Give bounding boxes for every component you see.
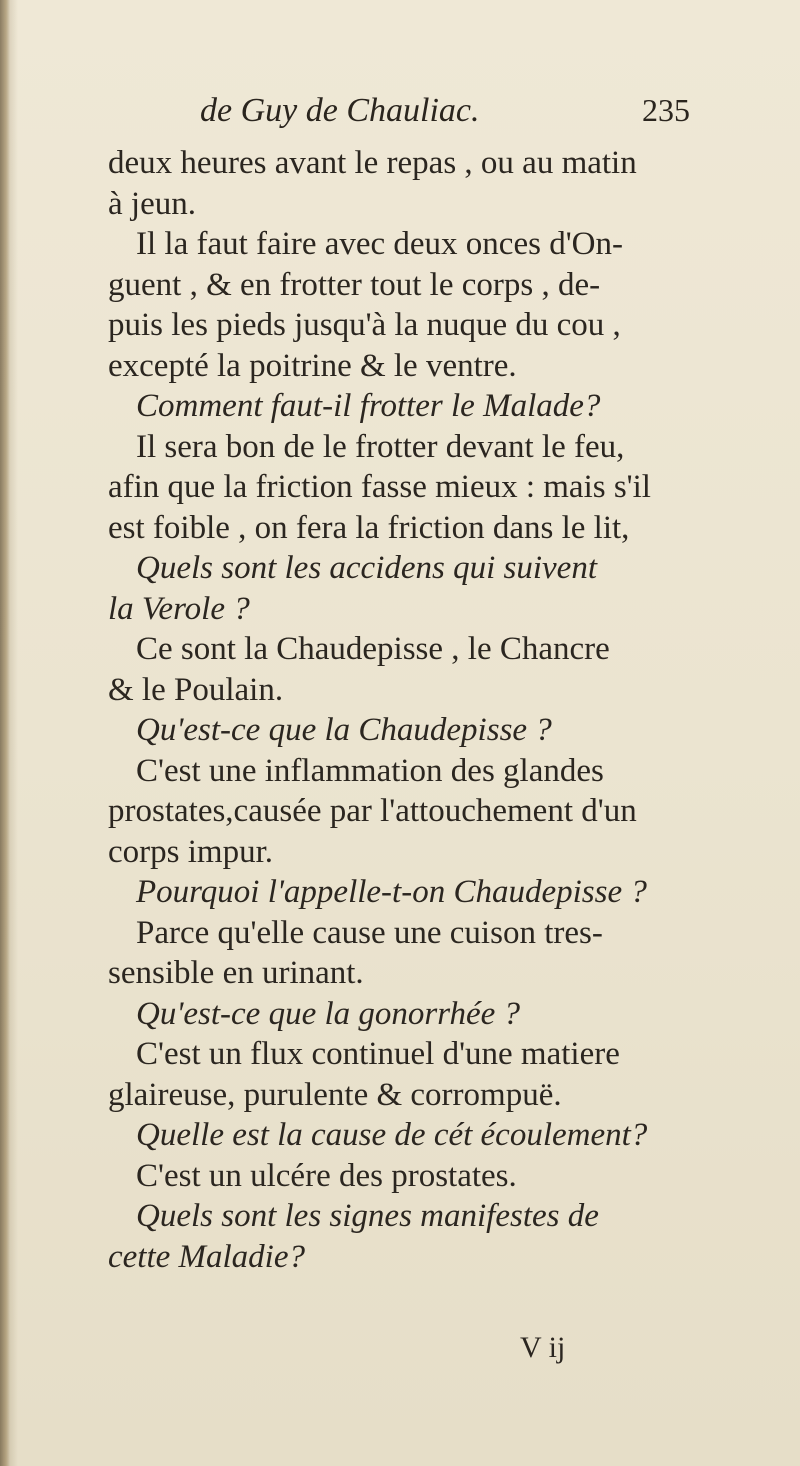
text-block <box>108 143 708 1277</box>
text-line: prostates,causée par l'attouchement d'un <box>108 793 637 829</box>
question-line: la Verole ? <box>108 590 250 627</box>
question-line: Qu'est-ce que la gonorrhée ? <box>136 995 521 1032</box>
question-line: Qu'est-ce que la Chaudepisse ? <box>136 712 552 748</box>
text-line: sensible en urinant. <box>108 955 364 991</box>
text-line: Ce sont la Chaudepisse , le Chancre <box>136 631 610 667</box>
text-line: glaireuse, purulente & corrompuë. <box>108 1076 562 1113</box>
signature-mark: V ij <box>520 1331 566 1364</box>
text-line: est foible , on fera la friction dans le lit, <box>108 509 630 546</box>
text-line: C'est une inflammation des glandes <box>136 752 604 789</box>
text-line: afin que la friction fasse mieux : mais s'il <box>108 469 651 505</box>
text-line: excepté la poitrine & le ventre. <box>108 347 517 384</box>
text-line: deux heures avant le repas , ou au matin <box>108 145 637 181</box>
text-line: C'est un flux continuel d'une matiere <box>136 1036 620 1072</box>
text-line: Il sera bon de le frotter devant le feu, <box>136 428 625 465</box>
text-line: corps impur. <box>108 833 273 870</box>
text-line: Il la faut faire avec deux onces d'On- <box>136 226 623 262</box>
page-number: 235 <box>642 92 690 128</box>
text-line: guent , & en frotter tout le corps , de- <box>108 266 601 303</box>
text-line: C'est un ulcére des prostates. <box>136 1157 517 1194</box>
running-title: de Guy de Chauliac. <box>200 92 480 129</box>
text-line: Parce qu'elle cause une cuison tres- <box>136 914 603 951</box>
question-line: Quels sont les accidens qui suivent <box>136 550 598 586</box>
text-line: à jeun. <box>108 185 196 222</box>
question-line: cette Maladie? <box>108 1238 306 1275</box>
binding-gutter <box>0 0 10 1466</box>
question-line: Pourquoi l'appelle-t-on Chaudepisse ? <box>136 874 647 910</box>
question-line: Quels sont les signes manifestes de <box>136 1198 599 1234</box>
question-line: Quelle est la cause de cét écoulement? <box>136 1117 648 1153</box>
text-line: puis les pieds jusqu'à la nuque du cou , <box>108 307 621 343</box>
text-line: & le Poulain. <box>108 671 284 708</box>
question-line: Comment faut-il frotter le Malade? <box>136 388 601 424</box>
